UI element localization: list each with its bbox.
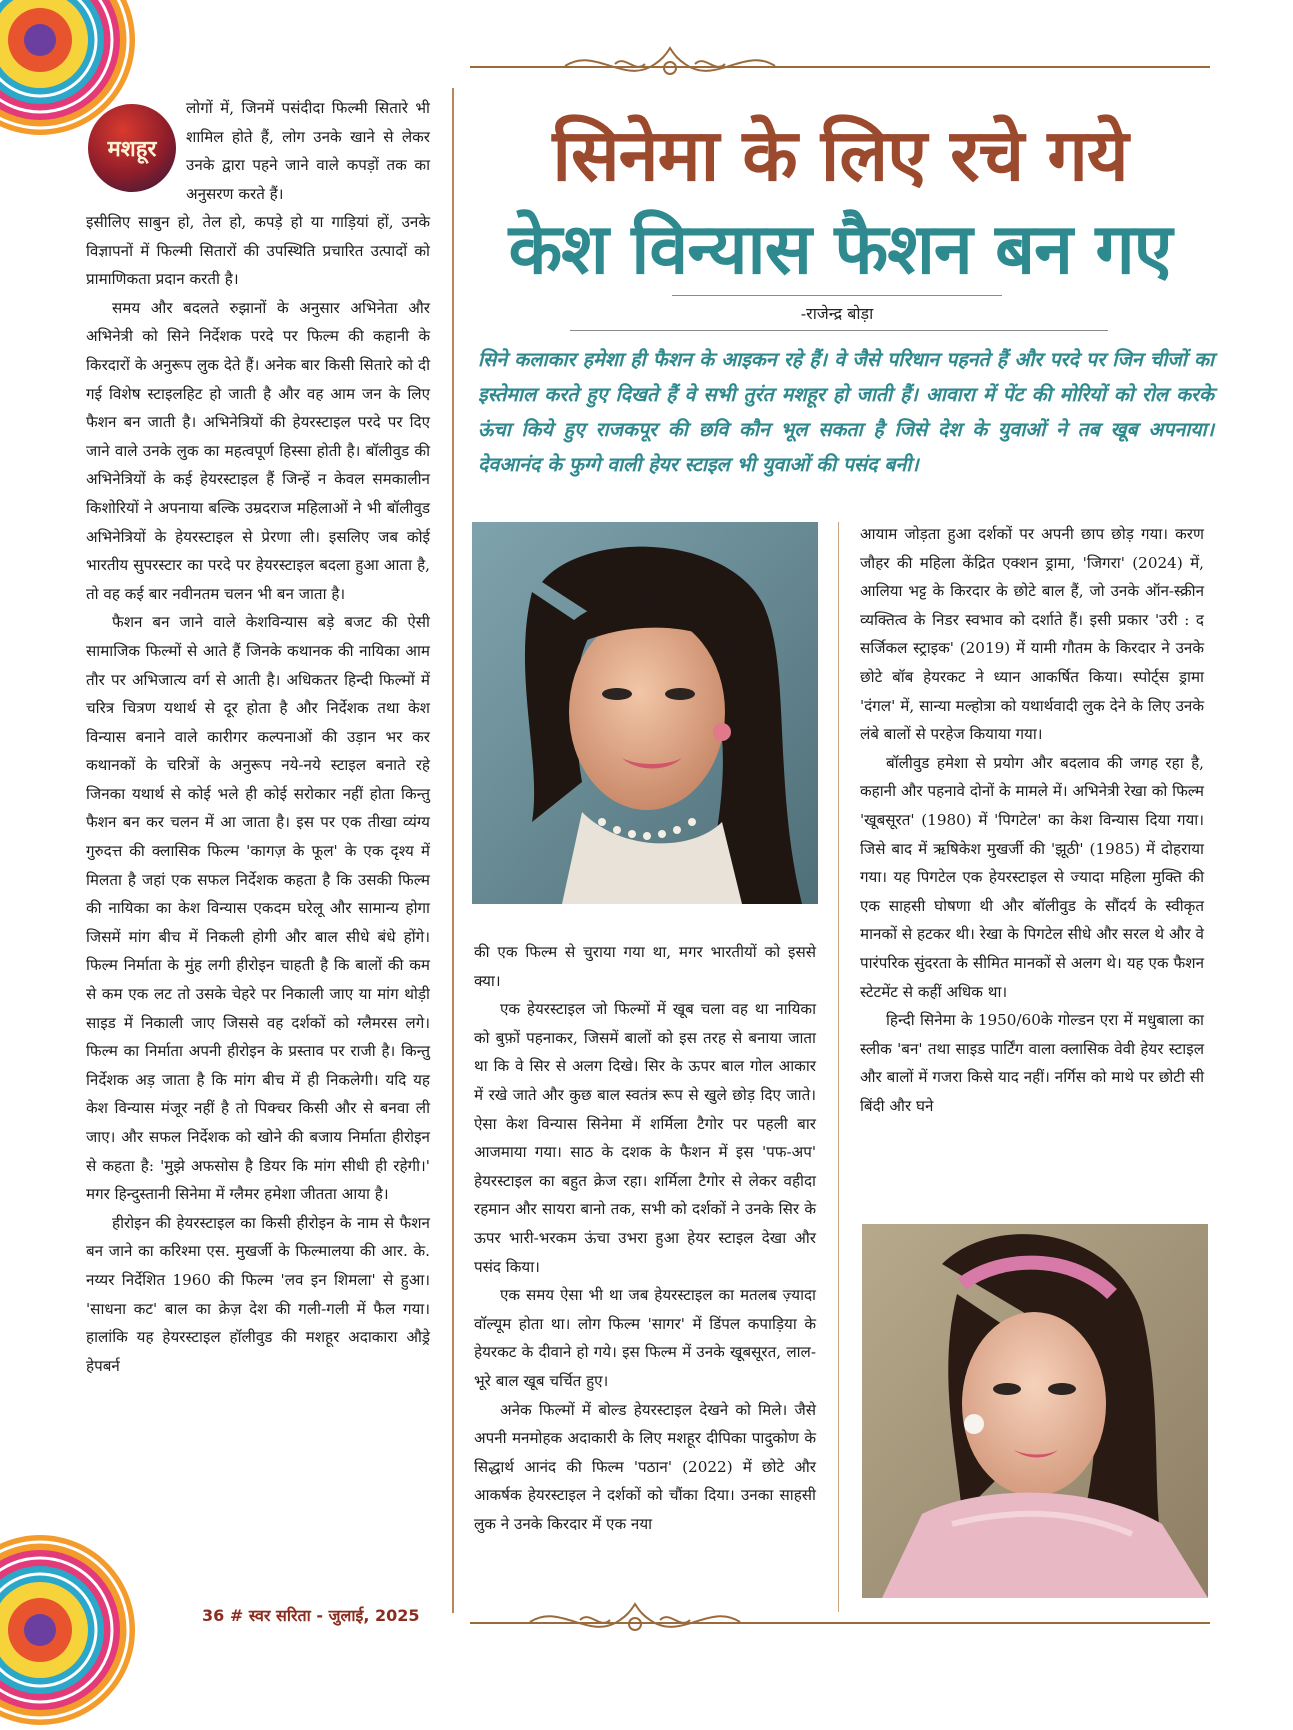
flourish-ornament-top	[555, 42, 785, 86]
column-3	[860, 520, 1204, 1120]
headline-line-1: सिनेमा के लिए रचे गये	[552, 113, 1128, 197]
column-divider-right	[838, 522, 839, 1612]
column-1	[86, 208, 430, 1380]
byline-rule	[570, 330, 1108, 331]
paragraph: आयाम जोड़ता हुआ दर्शकों पर अपनी छाप छोड़ गया। करण जौहर की महिला केंद्रित एक्शन ड्रामा, 'जिगरा' (2024) में, आलिया भट्ट के किरदार के छोटे बाल हैं, जो उनके ऑन-स्क्रीन व्यक्तित्व के निडर स्वभाव को दर्शाते हैं। इसी प्रकार 'उरी : द सर्जिकल स्ट्राइक' (2019) में यामी गौतम के किरदार ने उनके छोटे बॉब हेयरकट ने ध्यान आकर्षित किया। स्पोर्ट्स ड्रामा 'दंगल' में, सान्या मल्होत्रा को यथार्थवादी लुक देने के लिए उनके लंबे बालों से परहेज कियाया गया।	[860, 525, 1204, 744]
byline-rule	[672, 295, 1002, 296]
mandala-ornament-bottom-left	[0, 1530, 140, 1730]
flourish-ornament-bottom	[520, 1598, 750, 1646]
paragraph-lead: लोगों में, जिनमें पसंदीदा फिल्मी सितारे भी शामिल होते हैं, लोग उनके खाने से लेकर उनके द्वारा पहने जाने वाले कपड़ों तक का अनुसरण करते हैं।	[186, 99, 430, 203]
paragraph: इसीलिए साबुन हो, तेल हो, कपड़े हो या गाड़ियां हों, उनके विज्ञापनों में फिल्मी सितारों की उपस्थिति प्रचारित उत्पादों को प्रामाणिकता प्रदान करती है।	[86, 213, 430, 289]
paragraph: फैशन बन जाने वाले केशविन्यास बड़े बजट की ऐसी सामाजिक फिल्मों से आते हैं जिनके कथानक की नायिका आम तौर पर अभिजात्य वर्ग से आती है। अधिकतर हिन्दी फिल्मों में चरित्र चित्रण यथार्थ से दूर होता है और निर्देशक तथा केश विन्यास बनाने वाले कारीगर कल्पनाओं की उड़ान भर कर कथानकों के चरित्रों के अनुरूप नये-नये स्टाइल बनाते रहे जिनका यथार्थ से कोई भले ही कोई सरोकार नहीं होता किन्तु फैशन बन कर चलन में आ जाता है। इस पर एक तीखा व्यंग्य गुरुदत्त की क्लासिक फिल्म 'कागज़ के फूल' के एक दृश्य में मिलता है जहां एक सफल निर्देशक कहता है कि उसकी फिल्म की नायिका का केश विन्यास एकदम घरेलू और सामान्य होगा जिसमें मांग बीच में निकली होगी और बाल सीधे बंधे होंगे। फिल्म निर्माता के मुंह लगी हीरोइन चाहती है कि बालों की कम से कम एक लट तो उसके चेहरे पर निकाली जाए या मांग थोड़ी साइड में निकाली जाए जिससे वह दर्शकों को ग्लैमरस लगे। फिल्म का निर्माता अपनी हीरोइन के प्रस्ताव पर राजी है। किन्तु निर्देशक अड़ जाता है कि मांग बीच में ही निकलेगी। यदि यह केश विन्यास मंजूर नहीं है तो पिक्चर किसी और से बनवा ली जाए। और सफल निर्देशक को खोने की बजाय निर्माता हीरोइन से कहता है: 'मुझे अफसोस है डियर कि मांग सीधी ही रहेगी।' मगर हिन्दुस्तानी सिनेमा में ग्लैमर हमेशा जीतता आया है।	[86, 613, 430, 1204]
standfirst: सिने कलाकार हमेशा ही फैशन के आइकन रहे हैं। वे जैसे परिधान पहनते हैं और परदे पर जिन चीजों का इस्तेमाल करते हुए दिखते हैं वे सभी तुरंत मशहूर हो जाती हैं। आवारा में पेंट की मोरियों को रोल करके ऊंचा किये हुए राजकपूर की छवि कौन भूल सकता है जिसे देश के युवाओं ने तब खूब अपनाया। देवआनंद के फुग्गे वाली हेयर स्टाइल भी युवाओं की पसंद बनी।	[478, 348, 1214, 476]
column-1-lead	[186, 94, 430, 208]
paragraph: एक समय ऐसा भी था जब हेयरस्टाइल का मतलब ज़्यादा वॉल्यूम होता था। लोग फिल्म 'सागर' में डिंपल कपाड़िया के हेयरकट के दीवाने हो गये। इस फिल्म में उनके खूबसूरत, लाल-भूरे बाल खूब चर्चित हुए।	[474, 1286, 816, 1390]
actress-portrait-photo-2	[862, 1224, 1208, 1598]
paragraph: की एक फिल्म से चुराया गया था, मगर भारतीयों को इससे क्या।	[474, 943, 816, 990]
column-2	[474, 938, 816, 1538]
headline-line-2: केश विन्यास फैशन बन गए	[508, 208, 1172, 290]
paragraph: बॉलीवुड हमेशा से प्रयोग और बदलाव की जगह रहा है, कहानी और पहनावे दोनों के मामले में। अभिनेत्री रेखा को फिल्म 'खूबसूरत' (1980) में 'पिगटेल' का केश विन्यास दिया गया। जिसे बाद में ऋषिकेश मुखर्जी की 'झूठी' (1985) में दोहराया गया। यह पिगटेल एक हेयरस्टाइल से ज्यादा महिला मुक्ति की एक साहसी घोषणा थी और बॉलीवुड के सौंदर्य के स्वीकृत मानकों से हटकर थी। रेखा के पिगटेल सीधे और सरल थे और वे पारंपरिक सुंदरता के सीमित मानकों से अलग थे। यह एक फैशन स्टेटमेंट से कहीं अधिक था।	[860, 753, 1204, 1001]
paragraph: एक हेयरस्टाइल जो फिल्मों में खूब चला वह था नायिका को बुफ़ों पहनाकर, जिसमें बालों को इस तरह से बनाया जाता था कि वे सिर से अलग दिखे। सिर के ऊपर बाल गोल आकार में रखे जाते और कुछ बाल स्वतंत्र रूप से खुले छोड़ दिए जाते। ऐसा केश विन्यास सिनेमा में शर्मिला टैगोर पर पहली बार आजमाया गया। साठ के दशक के फैशन में इस 'पफ-अप' हेयरस्टाइल का बहुत क्रेज रहा। शर्मिला टैगोर से लेकर वहीदा रहमान और सायरा बानो तक, सभी को दर्शकों ने उनके सिर के ऊपर भारी-भरकम ऊंचा उभरा हुआ हेयर स्टाइल देखा और पसंद किया।	[474, 1000, 816, 1276]
section-badge: मशहूर	[88, 104, 176, 192]
paragraph: हीरोइन की हेयरस्टाइल का किसी हीरोइन के नाम से फैशन बन जाने का करिश्मा एस. मुखर्जी के फिल्मालया की आर. के. नय्यर निर्देशित 1960 की फिल्म 'लव इन शिमला' से हुआ। 'साधना कट' बाल का क्रेज़ देश की गली-गली में फैल गया। हालांकि यह हेयरस्टाइल हॉलीवुड की मशहूर अदाकारा औड्रे हेपबर्न	[86, 1213, 430, 1375]
paragraph: हिन्दी सिनेमा के 1950/60के गोल्डन एरा में मधुबाला का स्लीक 'बन' तथा साइड पार्टिंग वाला क्लासिक वेवी हेयर स्टाइल और बालों में गजरा किसे याद नहीं। नर्गिस को माथे पर छोटी सी बिंदी और घने	[860, 1011, 1204, 1115]
column-divider	[452, 88, 454, 1613]
byline: -राजेन्द्र बोड़ा	[800, 304, 874, 323]
paragraph: अनेक फिल्मों में बोल्ड हेयरस्टाइल देखने को मिले। जैसे अपनी मनमोहक अदाकारी के लिए मशहूर दीपिका पादुकोण के सिद्धार्थ आनंद की फिल्म 'पठान' (2022) में छोटे और आकर्षक हेयरस्टाइल ने दर्शकों को चौंका दिया। उनका साहसी लुक ने उनके किरदार में एक नया	[474, 1400, 816, 1533]
paragraph: समय और बदलते रुझानों के अनुसार अभिनेता और अभिनेत्री को सिने निर्देशक परदे पर फिल्म की कहानी के किरदारों के अनुरूप लुक देते हैं। अनेक बार किसी सितारे को दी गई विशेष स्टाइलहिट हो जाती है और वह आम जन के लिए फैशन बन जाती है। अभिनेत्रियों की हेयरस्टाइल परदे पर दिए जाने वाले उनके लुक का महत्वपूर्ण हिस्सा होती है। बॉलीवुड की अभिनेत्रियों के कई हेयरस्टाइल हैं जिन्हें न केवल समकालीन किशोरियों ने अपनाया बल्कि उम्रदराज महिलाओं ने भी बॉलीवुड अभिनेत्रियों के हेयरस्टाइल से प्रेरणा ली। इसलिए जब कोई भारतीय सुपरस्टार का परदे पर हेयरस्टाइल बदला हुआ आता है, तो वह कई बार नवीनतम चलन भी बन जाता है।	[86, 298, 430, 603]
page-folio: 36 # स्वर सरिता - जुलाई, 2025	[202, 1606, 420, 1625]
actress-portrait-photo	[472, 522, 818, 904]
